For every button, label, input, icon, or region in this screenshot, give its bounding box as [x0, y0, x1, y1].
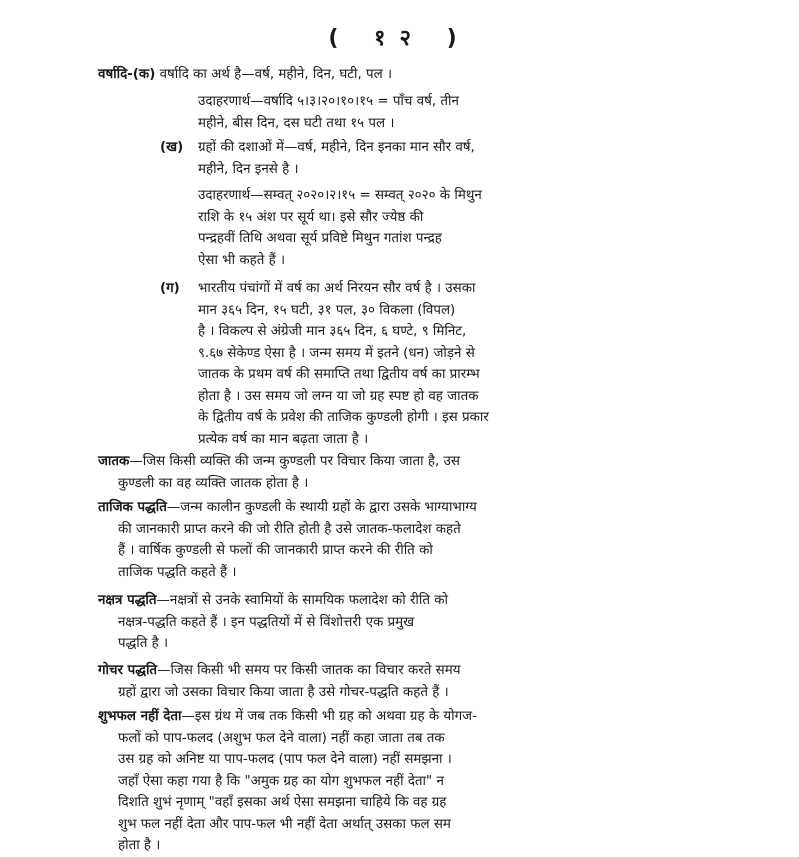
section-kha-marker — [160, 137, 183, 159]
section-nakshatra-paddhati — [98, 590, 448, 655]
definition-line: फलों को पाप-फलद (अशुभ फल देने वाला) नहीं कहा जाता तब तक — [118, 730, 445, 746]
definition-line: की जानकारी प्राप्त करने की जो रीति होती है उसे जातक-फलादेश कहते — [118, 521, 461, 537]
definition-line: —जिस किसी व्यक्ति की जन्म कुण्डली पर विचार किया जाता है, उस — [129, 454, 460, 469]
definition-line: नक्षत्र-पद्धति कहते हैं । इन पद्धतियों में से विंशोत्तरी एक प्रमुख — [118, 614, 415, 630]
definition-line: जहाँ ऐसा कहा गया है कि "अमुक ग्रह का योग शुभफल नहीं देता" न — [118, 773, 444, 789]
definition-line: महीने, दिन इनसे है । — [198, 161, 299, 177]
section-kha — [198, 137, 475, 180]
definition-line: —इस ग्रंथ में जब तक किसी भी ग्रह को अथवा ग्रह के योगज- — [181, 709, 477, 724]
example-kha — [198, 185, 482, 271]
example-line: पन्द्रहवीं तिथि अथवा सूर्य प्रविष्टे मिथुन गतांश पन्द्रह — [198, 231, 442, 246]
section-ga — [198, 278, 489, 450]
definition-line: होता है । — [118, 838, 161, 853]
definition-line: शुभ फल नहीं देता और पाप-फल भी नहीं देता अर्थात् उसका फल सम — [118, 816, 451, 832]
term-label: (ख) — [160, 140, 184, 155]
definition-line: हैं । वार्षिक कुण्डली से फलों की जानकारी प्राप्त करने की रीति को — [118, 543, 433, 558]
term-label: नक्षत्र पद्धति — [98, 593, 157, 608]
definition-line: ९.६७ सेकेण्ड ऐसा है । जन्म समय में इतने (धन) जोड़ने से — [198, 345, 475, 361]
example-line: उदाहरणार्थ—वर्षादि ५।३।२०।१०।१५ = पाँच वर्ष, तीन — [198, 94, 459, 109]
definition-line: ग्रहों की दशाओं में—वर्ष, महीने, दिन इनका मान सौर वर्ष, — [198, 140, 475, 155]
definition-line: के द्वितीय वर्ष के प्रवेश की ताजिक कुण्डली होगी । इस प्रकार — [198, 410, 489, 425]
example-line: ऐसा भी कहते हैं । — [198, 252, 286, 268]
definition-line: भारतीय पंचांगों में वर्ष का अर्थ निरयन सौर वर्ष है । उसका — [198, 281, 476, 296]
term-label: गोचर पद्धति — [98, 663, 158, 678]
section-tajik-paddhati — [98, 497, 477, 583]
definition-line: प्रत्येक वर्ष का मान बढ़ता जाता है । — [198, 431, 369, 447]
definition-line: होता है । उस समय जो लग्न या जो ग्रह स्पष्ट हो वह जातक — [198, 388, 479, 404]
term-label: शुभफल नहीं देता — [98, 709, 182, 724]
term-label: ताजिक पद्धति — [98, 500, 167, 515]
definition-line: —जन्म कालीन कुण्डली के स्थायी ग्रहों के द्वारा उसके भाग्याभाग्य — [166, 500, 477, 515]
definition-line: है । विकल्प से अंग्रेजी मान ३६५ दिन, ६ घण्टे, ९ मिनिट, — [198, 324, 467, 339]
page-number: ( १२ ) — [328, 26, 471, 51]
definition-line: ग्रहों द्वारा जो उसका विचार किया जाता है उसे गोचर-पद्धति कहते हैं । — [118, 684, 449, 700]
example-line: उदाहरणार्थ—सम्वत् २०२०।२।१५ = सम्वत् २०२० के मिथुन — [198, 188, 482, 203]
section-ga-marker — [160, 278, 180, 300]
definition-line: कुण्डली का वह व्यक्ति जातक होता है । — [118, 475, 309, 491]
definition-line: —नक्षत्रों से उनके स्वामियों के सामयिक फलादेश को रीति को — [156, 593, 448, 608]
definition-line: जातक के प्रथम वर्ष की समाप्ति तथा द्वितीय वर्ष का प्रारम्भ — [198, 367, 480, 382]
definition-line: —जिस किसी भी समय पर किसी जातक का विचार करते समय — [157, 663, 461, 678]
example-line: महीने, बीस दिन, दस घटी तथा १५ पल । — [198, 115, 395, 131]
term-label: जातक — [98, 454, 130, 469]
definition-line: मान ३६५ दिन, १५ घटी, ३१ पल, ३० विकला (विपल) — [198, 302, 456, 318]
section-shubhphal-nahin-deta — [98, 706, 477, 857]
section-jatak — [98, 451, 460, 494]
example-line: राशि के १५ अंश पर सूर्य था। इसे सौर ज्येष्ठ की — [198, 209, 424, 225]
definition-line: वर्षादि का अर्थ है—वर्ष, महीने, दिन, घटी, पल । — [159, 67, 393, 82]
section-varshadi-ka — [98, 64, 698, 86]
example-varshadi-ka — [198, 91, 459, 134]
term-label: वर्षादि-(क) — [98, 67, 156, 82]
definition-line: उस ग्रह को अनिष्ट या पाप-फलद (पाप फल देने वाला) नहीं समझना । — [118, 752, 452, 767]
definition-line: पद्धति है । — [118, 636, 169, 651]
definition-line: ताजिक पद्धति कहते हैं । — [118, 564, 237, 580]
definition-line: दिशति शुभं नृणाम् "वहाँ इसका अर्थ ऐसा समझना चाहिये कि वह ग्रह — [118, 795, 447, 810]
section-gochar-paddhati — [98, 660, 460, 703]
term-label: (ग) — [160, 281, 180, 296]
